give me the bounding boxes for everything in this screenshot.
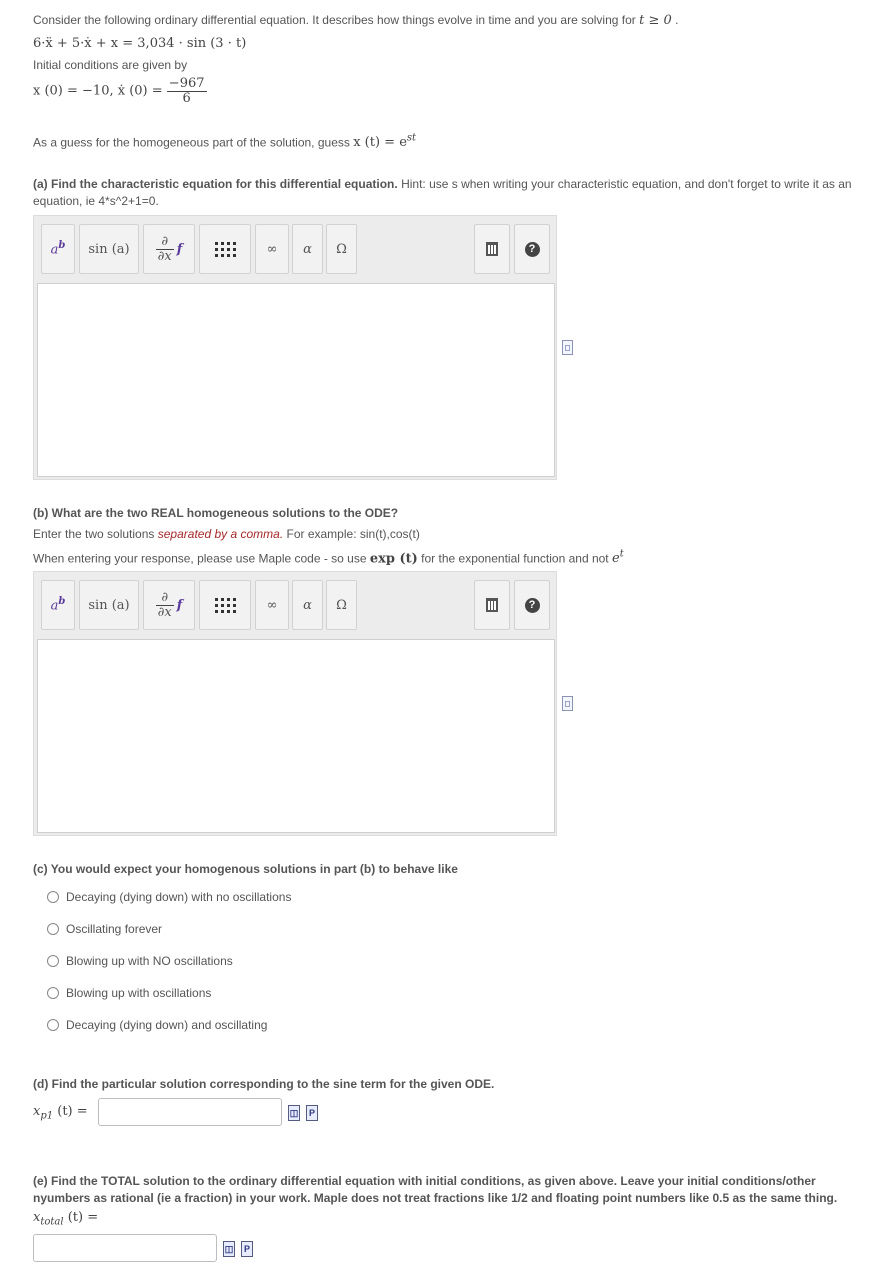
guess-exponent: st: [406, 133, 417, 144]
math-editor-b: [33, 571, 557, 836]
infinity-icon: ∞: [266, 241, 278, 257]
option-oscillating-forever[interactable]: [47, 922, 162, 936]
ode-lhs: 6·ẍ + 5·ẋ + x: [33, 36, 119, 51]
label-x: x: [33, 1104, 41, 1119]
part-c-title: (c) You would expect your homogenous solutions in part (b) to behave like: [33, 862, 458, 876]
power-button[interactable]: [41, 580, 75, 630]
derivative-icon: [156, 591, 183, 619]
label-sub: p1: [40, 1110, 54, 1122]
part-a-title: (a) Find the characteristic equation for this differential equation.: [33, 177, 398, 191]
part-b-separator-hint: separated by a comma.: [157, 527, 284, 541]
omega-icon: Ω: [336, 241, 347, 257]
power-icon: $a^b$: [50, 240, 66, 258]
part-d-title: (d) Find the particular solution corresponding to the sine term for the given ODE.: [33, 1077, 495, 1091]
math-editor-a: [33, 215, 557, 480]
help-button[interactable]: [514, 580, 550, 630]
trig-icon: sin (a): [88, 597, 130, 613]
label-rest: (t) =: [57, 1104, 88, 1119]
preview-icon[interactable]: [562, 696, 573, 711]
part-e-title-line2: nyumbers as rational (ie a fraction) in your work. Maple does not treat fractions like 1/2 and floating point numbers like 0.5 as the same thing.: [33, 1191, 838, 1205]
derivative-button[interactable]: [143, 224, 195, 274]
option-label: Oscillating forever: [66, 922, 163, 936]
omega-button[interactable]: [326, 224, 357, 274]
option-decaying-oscillating[interactable]: [47, 1018, 267, 1032]
intro-line: Consider the following ordinary differential equation. It describes how things evolve in time and you are solving for: [33, 13, 636, 27]
ode-equation: [33, 36, 246, 51]
trash-button[interactable]: [474, 224, 510, 274]
ic-numerator: −967: [168, 76, 205, 91]
power-button[interactable]: [41, 224, 75, 274]
trash-icon: [486, 598, 498, 612]
answer-editor-a[interactable]: [37, 283, 555, 477]
intro-text: Consider the following ordinary differential equation. It describes how things evolve in time and you are solving for t ≥ 0 .: [33, 13, 679, 28]
label-x: x: [33, 1210, 41, 1225]
guess-line: [33, 133, 416, 150]
trig-button[interactable]: [79, 224, 139, 274]
alpha-button[interactable]: [292, 580, 323, 630]
part-e-title-line1: (e) Find the TOTAL solution to the ordinary differential equation with initial conditions, as given above. Leave your initial conditions/other: [33, 1174, 816, 1188]
part-b-instructions: [33, 527, 420, 541]
total-solution-label: [33, 1210, 98, 1228]
omega-icon: Ω: [336, 597, 347, 613]
part-a-hint-2: equation, ie 4*s^2+1=0.: [33, 194, 159, 208]
option-label: Blowing up with NO oscillations: [66, 954, 233, 968]
label-sub: total: [40, 1216, 64, 1228]
label-rest: (t) =: [67, 1210, 99, 1225]
time-condition: t ≥ 0: [639, 13, 672, 28]
guess-text: As a guess for the homogeneous part of the solution, guess: [33, 135, 350, 150]
maple-exp: exp (t): [369, 551, 418, 567]
omega-button[interactable]: [326, 580, 357, 630]
help-button[interactable]: [514, 224, 550, 274]
derivative-button[interactable]: [143, 580, 195, 630]
trig-button[interactable]: [79, 580, 139, 630]
matrix-icon: [215, 242, 236, 257]
radio-button[interactable]: [47, 987, 59, 999]
infinity-button[interactable]: [255, 224, 289, 274]
option-decaying-no-oscillation[interactable]: [47, 890, 291, 904]
initial-conditions: [33, 77, 207, 105]
deriv-num: ∂: [156, 591, 174, 606]
option-label: Decaying (dying down) and oscillating: [66, 1018, 268, 1032]
radio-button[interactable]: [47, 955, 59, 967]
ic-x0: x (0) = −10,: [33, 83, 114, 99]
part-a-question: [33, 177, 852, 191]
radio-button[interactable]: [47, 923, 59, 935]
help-icon: ?: [525, 598, 540, 613]
help-icon: ?: [525, 242, 540, 257]
preview-icon[interactable]: ◫: [223, 1241, 235, 1257]
part-b-enter: Enter the two solutions: [33, 527, 155, 541]
option-label: Blowing up with oscillations: [66, 986, 212, 1000]
deriv-den: ∂x: [157, 248, 172, 264]
matrix-button[interactable]: [199, 224, 251, 274]
maple-post: for the exponential function and not: [421, 551, 609, 566]
ic-xdot0: ẋ (0) =: [117, 83, 163, 99]
alpha-icon: α: [303, 241, 312, 257]
ic-denominator: 6: [182, 90, 191, 106]
deriv-den: ∂x: [157, 604, 172, 620]
particular-solution-label: [33, 1104, 88, 1122]
preview-icon[interactable]: ◫: [288, 1105, 300, 1121]
trash-button[interactable]: [474, 580, 510, 630]
maple-pre: When entering your response, please use Maple code - so use: [33, 551, 367, 566]
derivative-icon: [156, 235, 183, 263]
answer-editor-b[interactable]: [37, 639, 555, 833]
option-blowing-up-no-oscillation[interactable]: [47, 954, 233, 968]
alpha-button[interactable]: [292, 224, 323, 274]
deriv-f: f: [176, 241, 183, 257]
power-icon: $a^b$: [50, 596, 66, 614]
trash-icon: [486, 242, 498, 256]
preview-icon[interactable]: [562, 340, 573, 355]
matrix-button[interactable]: [199, 580, 251, 630]
ic-label: Initial conditions are given by: [33, 58, 188, 72]
option-blowing-up-oscillating[interactable]: [47, 986, 211, 1000]
part-b-maple-note: [33, 549, 624, 566]
particular-solution-input[interactable]: [98, 1098, 282, 1126]
alpha-icon: α: [303, 597, 312, 613]
trig-icon: sin (a): [88, 241, 130, 257]
ode-rhs: = 3,034 · sin (3 · t): [122, 36, 247, 51]
deriv-num: ∂: [156, 235, 174, 250]
infinity-icon: ∞: [266, 597, 278, 613]
ic-fraction: [167, 77, 207, 105]
matrix-icon: [215, 598, 236, 613]
deriv-f: f: [176, 597, 183, 613]
maple-e: e: [612, 551, 620, 567]
part-b-title: (b) What are the two REAL homogeneous solutions to the ODE?: [33, 506, 399, 520]
total-solution-input[interactable]: [33, 1234, 217, 1262]
maple-t: t: [619, 549, 624, 560]
radio-button[interactable]: [47, 1019, 59, 1031]
part-b-example: For example: sin(t),cos(t): [286, 527, 420, 541]
radio-button[interactable]: [47, 891, 59, 903]
guess-math: x (t) = e: [353, 135, 407, 151]
maple-syntax-icon[interactable]: P: [306, 1105, 318, 1121]
infinity-button[interactable]: [255, 580, 289, 630]
option-label: Decaying (dying down) with no oscillations: [66, 890, 292, 904]
part-a-hint: Hint: use s when writing your characteristic equation, and don't forget to write it as an: [401, 177, 852, 191]
maple-syntax-icon[interactable]: P: [241, 1241, 253, 1257]
